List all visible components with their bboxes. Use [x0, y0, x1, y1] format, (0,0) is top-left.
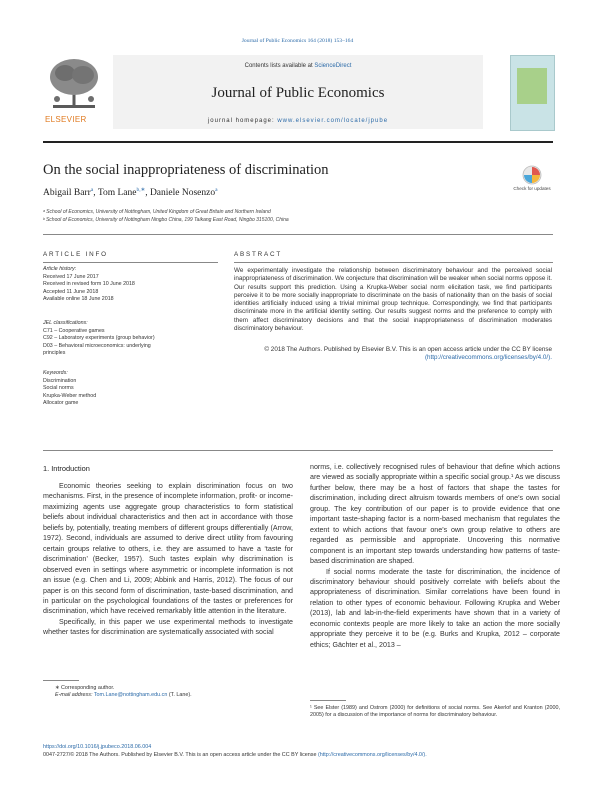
- author-name: Daniele Nosenzo: [149, 188, 216, 199]
- article-title: On the social inappropriateness of discrimination: [43, 162, 329, 178]
- divider: [43, 262, 218, 263]
- doi-url[interactable]: https://doi.org/10.1016/j.jpubeco.2018.06.004: [43, 744, 152, 750]
- article-history: [43, 266, 218, 304]
- author-affiliation-mark[interactable]: a: [215, 187, 218, 193]
- author-list: Abigail Barr$^a$, Tom Lane$^{b,∗}$, Daniele Nosenzo$^a$: [43, 187, 218, 199]
- publisher-name: ELSEVIER: [45, 115, 87, 124]
- email-line: E-mail address: Tom.Lane@nottingham.edu.cn (T. Lane).: [55, 692, 192, 699]
- sciencedirect-link[interactable]: ScienceDirect: [314, 63, 352, 69]
- keyword-item: Social norms: [43, 385, 74, 392]
- crossmark-icon[interactable]: [512, 164, 552, 202]
- divider: [43, 450, 553, 451]
- homepage-link[interactable]: www.elsevier.com/locate/jpube: [277, 118, 389, 124]
- body-paragraph: norms, i.e. collectively recognised rules of behaviour that define which actions are viewed as socially appropriate within a specific social group.¹ As we discuss further below, there may be a host of factors that shape the tastes for discrimination, including direct altruism towards members of one’s own social group. The key contribution of our paper is to provide evidence that one important taste-shaping factor is a norm-based mechanism that regulates the extent to which actions that favour one’s own group relative to others are regarded as permissible and appropriate. Uncovering this normative component is an important step towards understanding how patterns of taste-based discrimination are shaped.: [310, 463, 560, 566]
- affiliation: ᵃ School of Economics, University of Nottingham, United Kingdom of Great Britain and Northern Ireland: [43, 209, 271, 215]
- journal-masthead: [113, 55, 483, 129]
- author-affiliation-mark[interactable]: b,∗: [136, 187, 146, 193]
- footnote-1: ¹ See Elster (1989) and Ostrom (2000) for definitions of social norms. See Akerlof and Kranton (2000, 2005) for a discussion of the importance of norms for discriminatory behaviour.: [310, 705, 560, 719]
- abstract-text: We experimentally investigate the relationship between discriminatory behaviour and the perceived social inappropriateness of discrimination. We conjecture that discrimination will be weaker when social norms oppose it. Our results support this prediction. Using a Krupka-Weber social norm elicitation task, we find participants perceive it to be more socially inappropriate to discriminate on the basis of nationality than on the basis of social identities artificially induced using a trivial minimal group technique. Correspondingly, we find that participants discriminate more in the artificial identity setting. Our results suggest norms and the preference to comply with them affect discriminatory decisions and that the social inappropriateness of discrimination moderates discriminatory behaviour.: [234, 267, 552, 333]
- jel-item: D03 – Behavioral microeconomics: underlying: [43, 342, 151, 349]
- divider: [234, 262, 553, 263]
- divider: [43, 234, 553, 235]
- email-link[interactable]: Tom.Lane@nottingham.edu.cn: [93, 692, 168, 699]
- jel-item: principles: [43, 350, 66, 357]
- jel-label: JEL classifications:: [43, 320, 88, 326]
- keyword-item: Krupka-Weber method: [43, 392, 97, 399]
- abstract-heading: ABSTRACT: [234, 251, 282, 258]
- journal-header: [43, 55, 553, 135]
- keywords-label: Keywords:: [43, 370, 68, 376]
- journal-reference[interactable]: Journal of Public Economics 164 (2018) 153–164: [241, 38, 354, 44]
- body-paragraph: If social norms moderate the taste for discrimination, the incidence of discriminatory behaviour should positively correlate with beliefs about the appropriateness of discrimination. Similar correlations have been found in relation to other types of economic behaviour. Following Krupka and Weber (2013), lab and lab-in-the-field experiments have shown that in a variety of economic contexts people are more likely to take an action the more socially appropriate they perceive it to be (e.g. Burks and Krupka, 2012 – corporate ethics; Gächter et al., 2013 –: [310, 567, 560, 649]
- homepage-line: journal homepage: www.elsevier.com/locate/jpube: [207, 118, 389, 124]
- author-affiliation-mark[interactable]: a: [90, 187, 94, 193]
- body-right-column: [310, 462, 560, 650]
- body-left-column: [43, 481, 293, 638]
- history-item: Accepted 11 June 2018: [43, 288, 99, 295]
- author-name: Abigail Barr: [43, 188, 91, 199]
- body-paragraph: Economic theories seeking to explain discrimination focus on two mechanisms. First, in the presence of incomplete information, profit- or income-maximizing agents use aggregate group characteristics to form statistical beliefs about individual characteristics and then act in accordance with those beliefs by, potentially, treating members of different groups differentially (Arrow, 1972). Second, individuals are assumed to derive direct utility from favouring certain groups relative to others, i.e. they are assumed to have a ‘taste for discrimination’ (Becker, 1957). Such tastes explain why discrimination is observed even in settings where asymmetric or incomplete information is not an issue (e.g. Chen and Li, 2009; Abbink and Harris, 2012). The focus of our paper is on this second form of discrimination, taste-based discrimination, and in particular on the psychological foundations of the tastes or preferences for discrimination, which have received remarkably little attention in the literature.: [43, 482, 293, 616]
- history-item: Received 17 June 2017: [43, 273, 99, 280]
- footnote-rule: [310, 700, 346, 701]
- footnote-rule: [43, 680, 79, 681]
- keyword-item: Allocator game: [43, 400, 79, 407]
- doi-link: [43, 744, 151, 750]
- abstract-copyright: © 2018 The Authors. Published by Elsevier B.V. This is an open access article under the CC BY license (http://creativecommons.org/licenses/by/4.0/).: [264, 346, 552, 362]
- history-item: Available online 18 June 2018: [43, 296, 114, 303]
- history-item: Received in revised form 10 June 2018: [43, 281, 135, 288]
- author-name: Tom Lane: [97, 188, 137, 199]
- journal-title: Journal of Public Economics: [211, 85, 385, 101]
- section-title: 1. Introduction: [43, 464, 90, 473]
- journal-cover-thumbnail[interactable]: [510, 55, 555, 131]
- license-link[interactable]: (http://creativecommons.org/licenses/by/4.0/).: [424, 354, 552, 362]
- article-info-heading: ARTICLE INFO: [43, 251, 108, 258]
- jel-item: C92 – Laboratory experiments (group behavior): [43, 335, 155, 342]
- footnote-corresponding: [43, 685, 293, 700]
- history-label: Article history:: [43, 266, 77, 272]
- keyword-item: Discrimination: [43, 377, 77, 384]
- crossmark-label: Check for updates: [513, 186, 551, 191]
- cover-image: [517, 68, 547, 104]
- bottom-license: 0047-2727/© 2018 The Authors. Published by Elsevier B.V. This is an open access article under the CC BY license (http://creativecommons.org/licenses/by/4.0/).: [43, 752, 427, 758]
- jel-item: C71 – Cooperative games: [43, 327, 105, 334]
- keywords: [43, 370, 218, 408]
- header-rule: [43, 141, 553, 143]
- corresponding-note: ∗ Corresponding author.: [55, 685, 115, 691]
- bottom-license-link[interactable]: (http://creativecommons.org/licenses/by/4.0/).: [317, 752, 427, 758]
- affiliation: ᵇ School of Economics, University of Nottingham Ningbo China, 199 Taikang East Road, Ningbo 315100, China: [43, 217, 289, 223]
- body-paragraph: Specifically, in this paper we use experimental methods to investigate whether tastes for discrimination are systematically associated with social: [43, 617, 293, 637]
- contents-line: Contents lists available at ScienceDirect: [244, 63, 352, 69]
- jel-classifications: [43, 320, 218, 358]
